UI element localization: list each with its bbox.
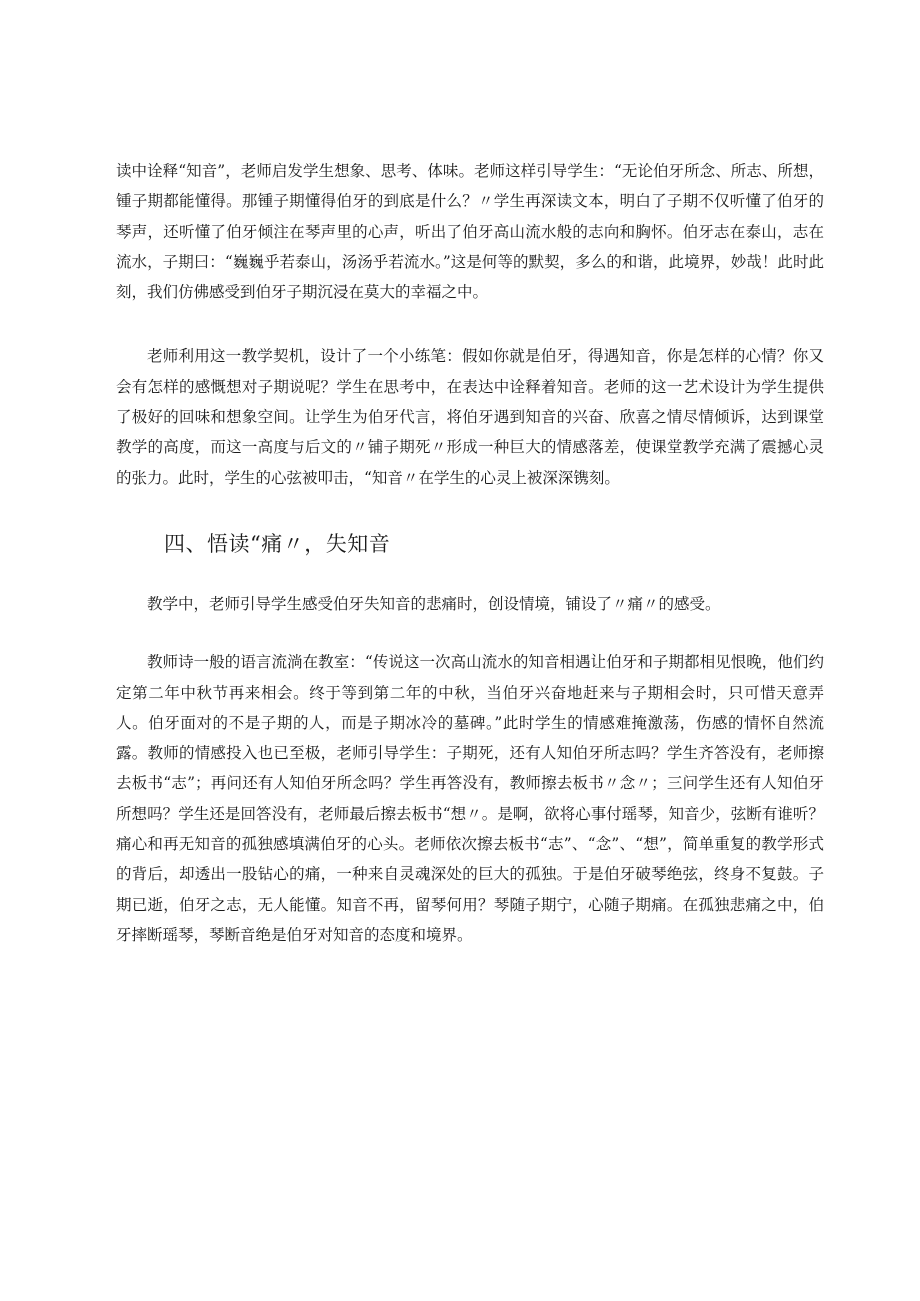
paragraph-writing-exercise: 老师利用这一教学契机，设计了一个小练笔：假如你就是伯牙，得遇知音，你是怎样的心情？你又会有怎样的感慨想对子期说呢？学生在思考中，在表达中诠释着知音。老师的这一艺术设计为学生提供了极好的回味和想象空间。让学生为伯牙代言，将伯牙遇到知音的兴奋、欣喜之情尽情倾诉，达到课堂教学的高度，而这一高度与后文的〃铺子期死〃形成一种巨大的情感落差，使课堂教学充满了震撼心灵的张力。此时，学生的心弦被叩击，“知音〃在学生的心灵上被深深镌刻。	[116, 347, 824, 487]
paragraph-interpreting-zhiyin: 读中诠释“知音”，老师启发学生想象、思考、体味。老师这样引导学生：“无论伯牙所念、所志、所想，锺子期都能懂得。那锺子期懂得伯牙的到底是什么？〃学生再深读文本，明白了子期不仅听懂了伯牙的琴声，还听懂了伯牙倾注在琴声里的心声，听出了伯牙高山流水般的志向和胸怀。伯牙志在泰山，志在流水，子期曰：“巍巍乎若泰山，汤汤乎若流水。”这是何等的默契，多么的和谐，此境界，妙哉！此时此刻，我们仿佛感受到伯牙子期沉浸在莫大的幸福之中。	[116, 162, 824, 302]
paragraph-teacher-narration: 教师诗一般的语言流淌在教室：“传说这一次高山流水的知音相遇让伯牙和子期都相见恨晚，他们约定第二年中秋节再来相会。终于等到第二年的中秋，当伯牙兴奋地赶来与子期相会时，只可惜天意弄人。伯牙面对的不是子期的人，而是子期冰冷的墓碑。”此时学生的情感难掩激荡，伤感的情怀自然流露。教师的情感投入也已至极，老师引导学生：子期死，还有人知伯牙所志吗？学生齐答没有，老师擦去板书“志”；再问还有人知伯牙所念吗？学生再答没有，教师擦去板书〃念〃；三问学生还有人知伯牙所想吗？学生还是回答没有，老师最后擦去板书“想〃。是啊，欲将心事付瑶琴，知音少，弦断有谁听？痛心和再无知音的孤独感填满伯牙的心头。老师依次擦去板书“志”、“念”、“想”，简单重复的教学形式的背后，却透出一股钻心的痛，一种来自灵魂深处的巨大的孤独。于是伯牙破琴绝弦，终身不复鼓。子期已逝，伯牙之志，无人能懂。知音不再，留琴何用？琴随子期宁，心随子期痛。在孤独悲痛之中，伯牙摔断瑶琴，琴断音绝是伯牙对知音的态度和境界。	[116, 653, 824, 944]
section-heading: 四、悟读“痛〃，失知音	[164, 531, 391, 556]
paragraph-setting-scene: 教学中，老师引导学生感受伯牙失知音的悲痛时，创设情境，铺设了〃痛〃的感受。	[147, 594, 721, 613]
document-page	[116, 156, 824, 950]
